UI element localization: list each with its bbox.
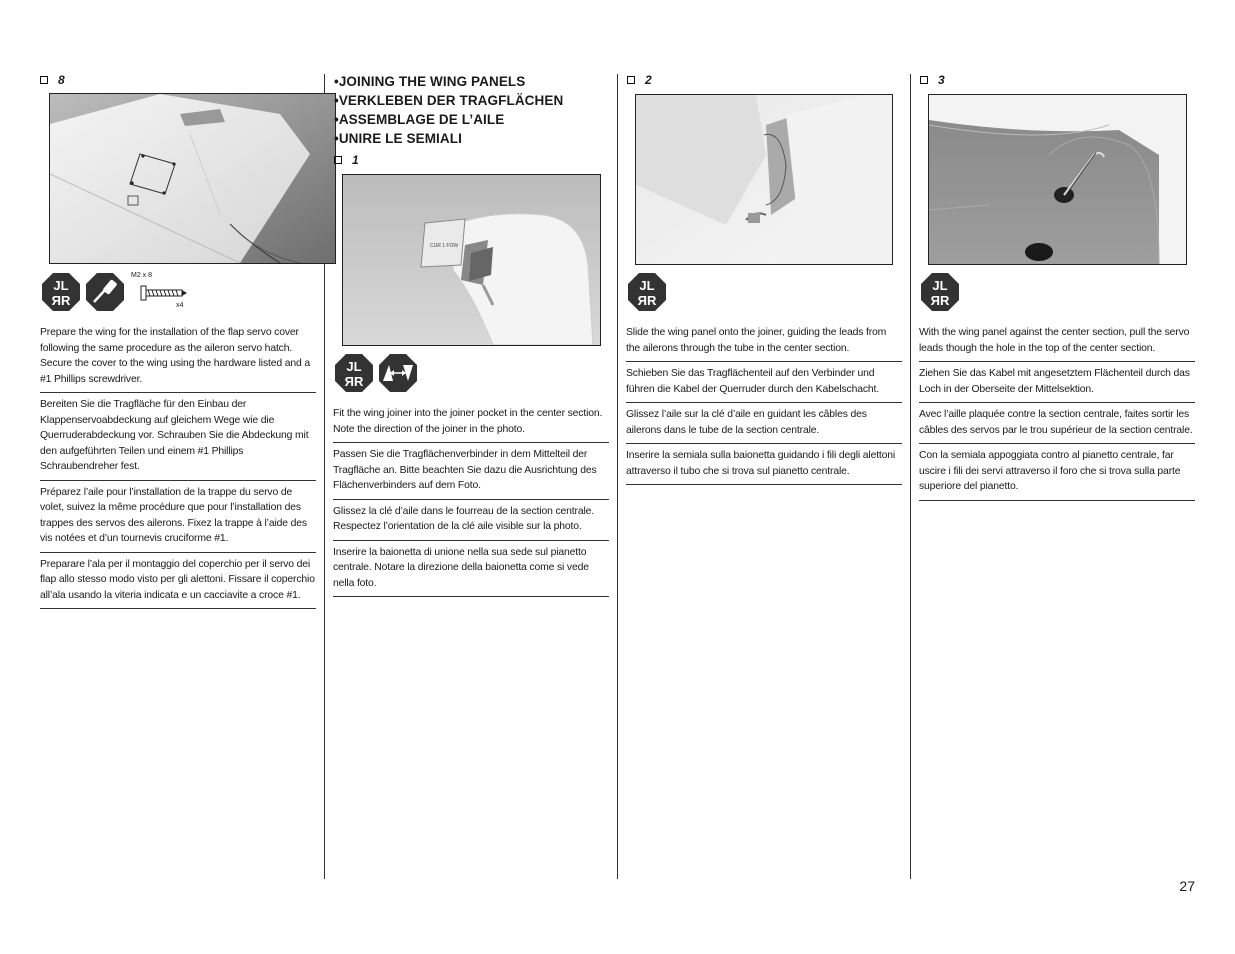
column-step-3 [920,70,1196,88]
lr-icon-bottom-text: ЯR [637,293,657,308]
photo-servo-leads-through-hole [928,94,1187,265]
paragraph-en: With the wing panel against the center section, pull the servo leads though the hole in the top of the center section. [919,325,1195,362]
left-right-wing-icon [920,272,960,312]
step-header [627,72,903,88]
paragraph-de: Bereiten Sie die Tragfläche für den Einbau der Klappenservoabdeckung auf gleichem Wege wie die Querruderabdeckung vor. Schrauben Sie die Abdeckung mit den aufgeführten Teilen und einem #1 Phillips Schraubendreher fest. [40,393,316,481]
step-number: 2 [645,73,652,87]
step-number: 8 [58,73,65,87]
paragraph-fr: Glissez la clé d’aile dans le fourreau de la section centrale. Respectez l’orientation de la clé aile visible sur la photo. [333,500,609,541]
photo-wing-panel-onto-joiner [635,94,893,265]
paragraph-en: Slide the wing panel onto the joiner, guiding the leads from the ailerons through the tube in the center section. [626,325,902,362]
section-heading-en: •JOINING THE WING PANELS [334,74,526,89]
paragraph-it: Preparare l’ala per il montaggio del coperchio per il servo dei flap allo stesso modo visto per gli alettoni. Fissare il coperchio all’ala usando la viteria indicata e un cacciavite a croce #1. [40,553,316,610]
checkbox-icon[interactable] [627,76,635,84]
left-right-wing-icon [334,353,374,393]
paragraph-it: Inserire la baionetta di unione nella sua sede sul pianetto centrale. Notare la direzione della baionetta come si vede nella foto. [333,541,609,598]
left-right-wing-icon [41,272,81,312]
section-heading-it: •UNIRE LE SEMIALI [334,131,462,146]
paragraph-en: Fit the wing joiner into the joiner pocket in the center section. Note the direction of the joiner in the photo. [333,406,609,443]
column-divider [617,74,618,879]
checkbox-icon[interactable] [920,76,928,84]
joiner-direction-icon [378,353,418,393]
screwdriver-icon [85,272,125,312]
paragraph-de: Passen Sie die Tragflächenverbinder in dem Mittelteil der Tragfläche an. Bitte beachten Sie dazu die Ausrichtung des Flächenverbinders auf dem Foto. [333,443,609,500]
section-heading-fr: •ASSEMBLAGE DE L’AILE [334,112,505,127]
paragraph-it: Inserire la semiala sulla baionetta guidando i fili degli alettoni attraverso il tubo che si trova sul pianetto centrale. [626,444,902,485]
paragraph-en: Prepare the wing for the installation of the flap servo cover following the same procedure as the aileron servo hatch. Secure the cover to the wing using the hardware listed and a #1 Phillips screwdriver. [40,325,316,393]
step-number: 1 [352,153,359,167]
col3-text-block [626,325,902,485]
paragraph-it: Con la semiala appoggiata contro al pianetto centrale, far uscire i fili dei servi attraverso il foro che si trova sulla parte superiore del pianetto. [919,444,1195,501]
checkbox-icon[interactable] [40,76,48,84]
column-step-2 [627,70,903,88]
hardware-quantity: x4 [176,302,184,309]
lr-icon-top-text: JL [346,359,362,374]
lr-icon-bottom-text: ЯR [344,374,364,389]
step-header [40,72,316,88]
lr-icon-top-text: JL [53,278,69,293]
column-step-1 [334,72,610,168]
photo-flap-servo-cover [49,93,336,264]
joiner-label-text: CUR 1 FOW [430,243,459,249]
paragraph-de: Ziehen Sie das Kabel mit angesetztem Flächenteil durch das Loch in der Oberseite der Mittelsektion. [919,362,1195,403]
section-heading-de: •VERKLEBEN DER TRAGFLÄCHEN [334,93,564,108]
column-step-8 [40,70,316,88]
page-number: 27 [1179,878,1195,894]
paragraph-de: Schieben Sie das Tragflächenteil auf den Verbinder und führen die Kabel der Querruder durch den Kabelschacht. [626,362,902,403]
paragraph-fr: Préparez l’aile pour l’installation de la trappe du servo de volet, suivez la même procédure que pour l’installation des trappes des servos des ailerons. Fixez la trappe à l’aide des vis notées et d’un tournevis cruciforme #1. [40,481,316,553]
paragraph-fr: Avec l’aille plaquée contre la section centrale, faites sortir les câbles des servos par le trou supérieur de la section centrale. [919,403,1195,444]
lr-icon-bottom-text: ЯR [51,293,71,308]
step-header [334,152,610,168]
col1-text-block [40,325,316,609]
photo-wing-joiner [342,174,601,346]
step-header [920,72,1196,88]
hardware-size-label: M2 x 8 [131,272,153,279]
paragraph-fr: Glissez l’aile sur la clé d’aile en guidant les câbles des ailerons dans le tube de la section centrale. [626,403,902,444]
col4-text-block [919,325,1195,501]
lr-icon-bottom-text: ЯR [930,293,950,308]
column-divider [910,74,911,879]
left-right-wing-icon [627,272,667,312]
col2-text-block [333,406,609,597]
step-number: 3 [938,73,945,87]
lr-icon-top-text: JL [639,278,655,293]
lr-icon-top-text: JL [932,278,948,293]
checkbox-icon[interactable] [334,156,342,164]
